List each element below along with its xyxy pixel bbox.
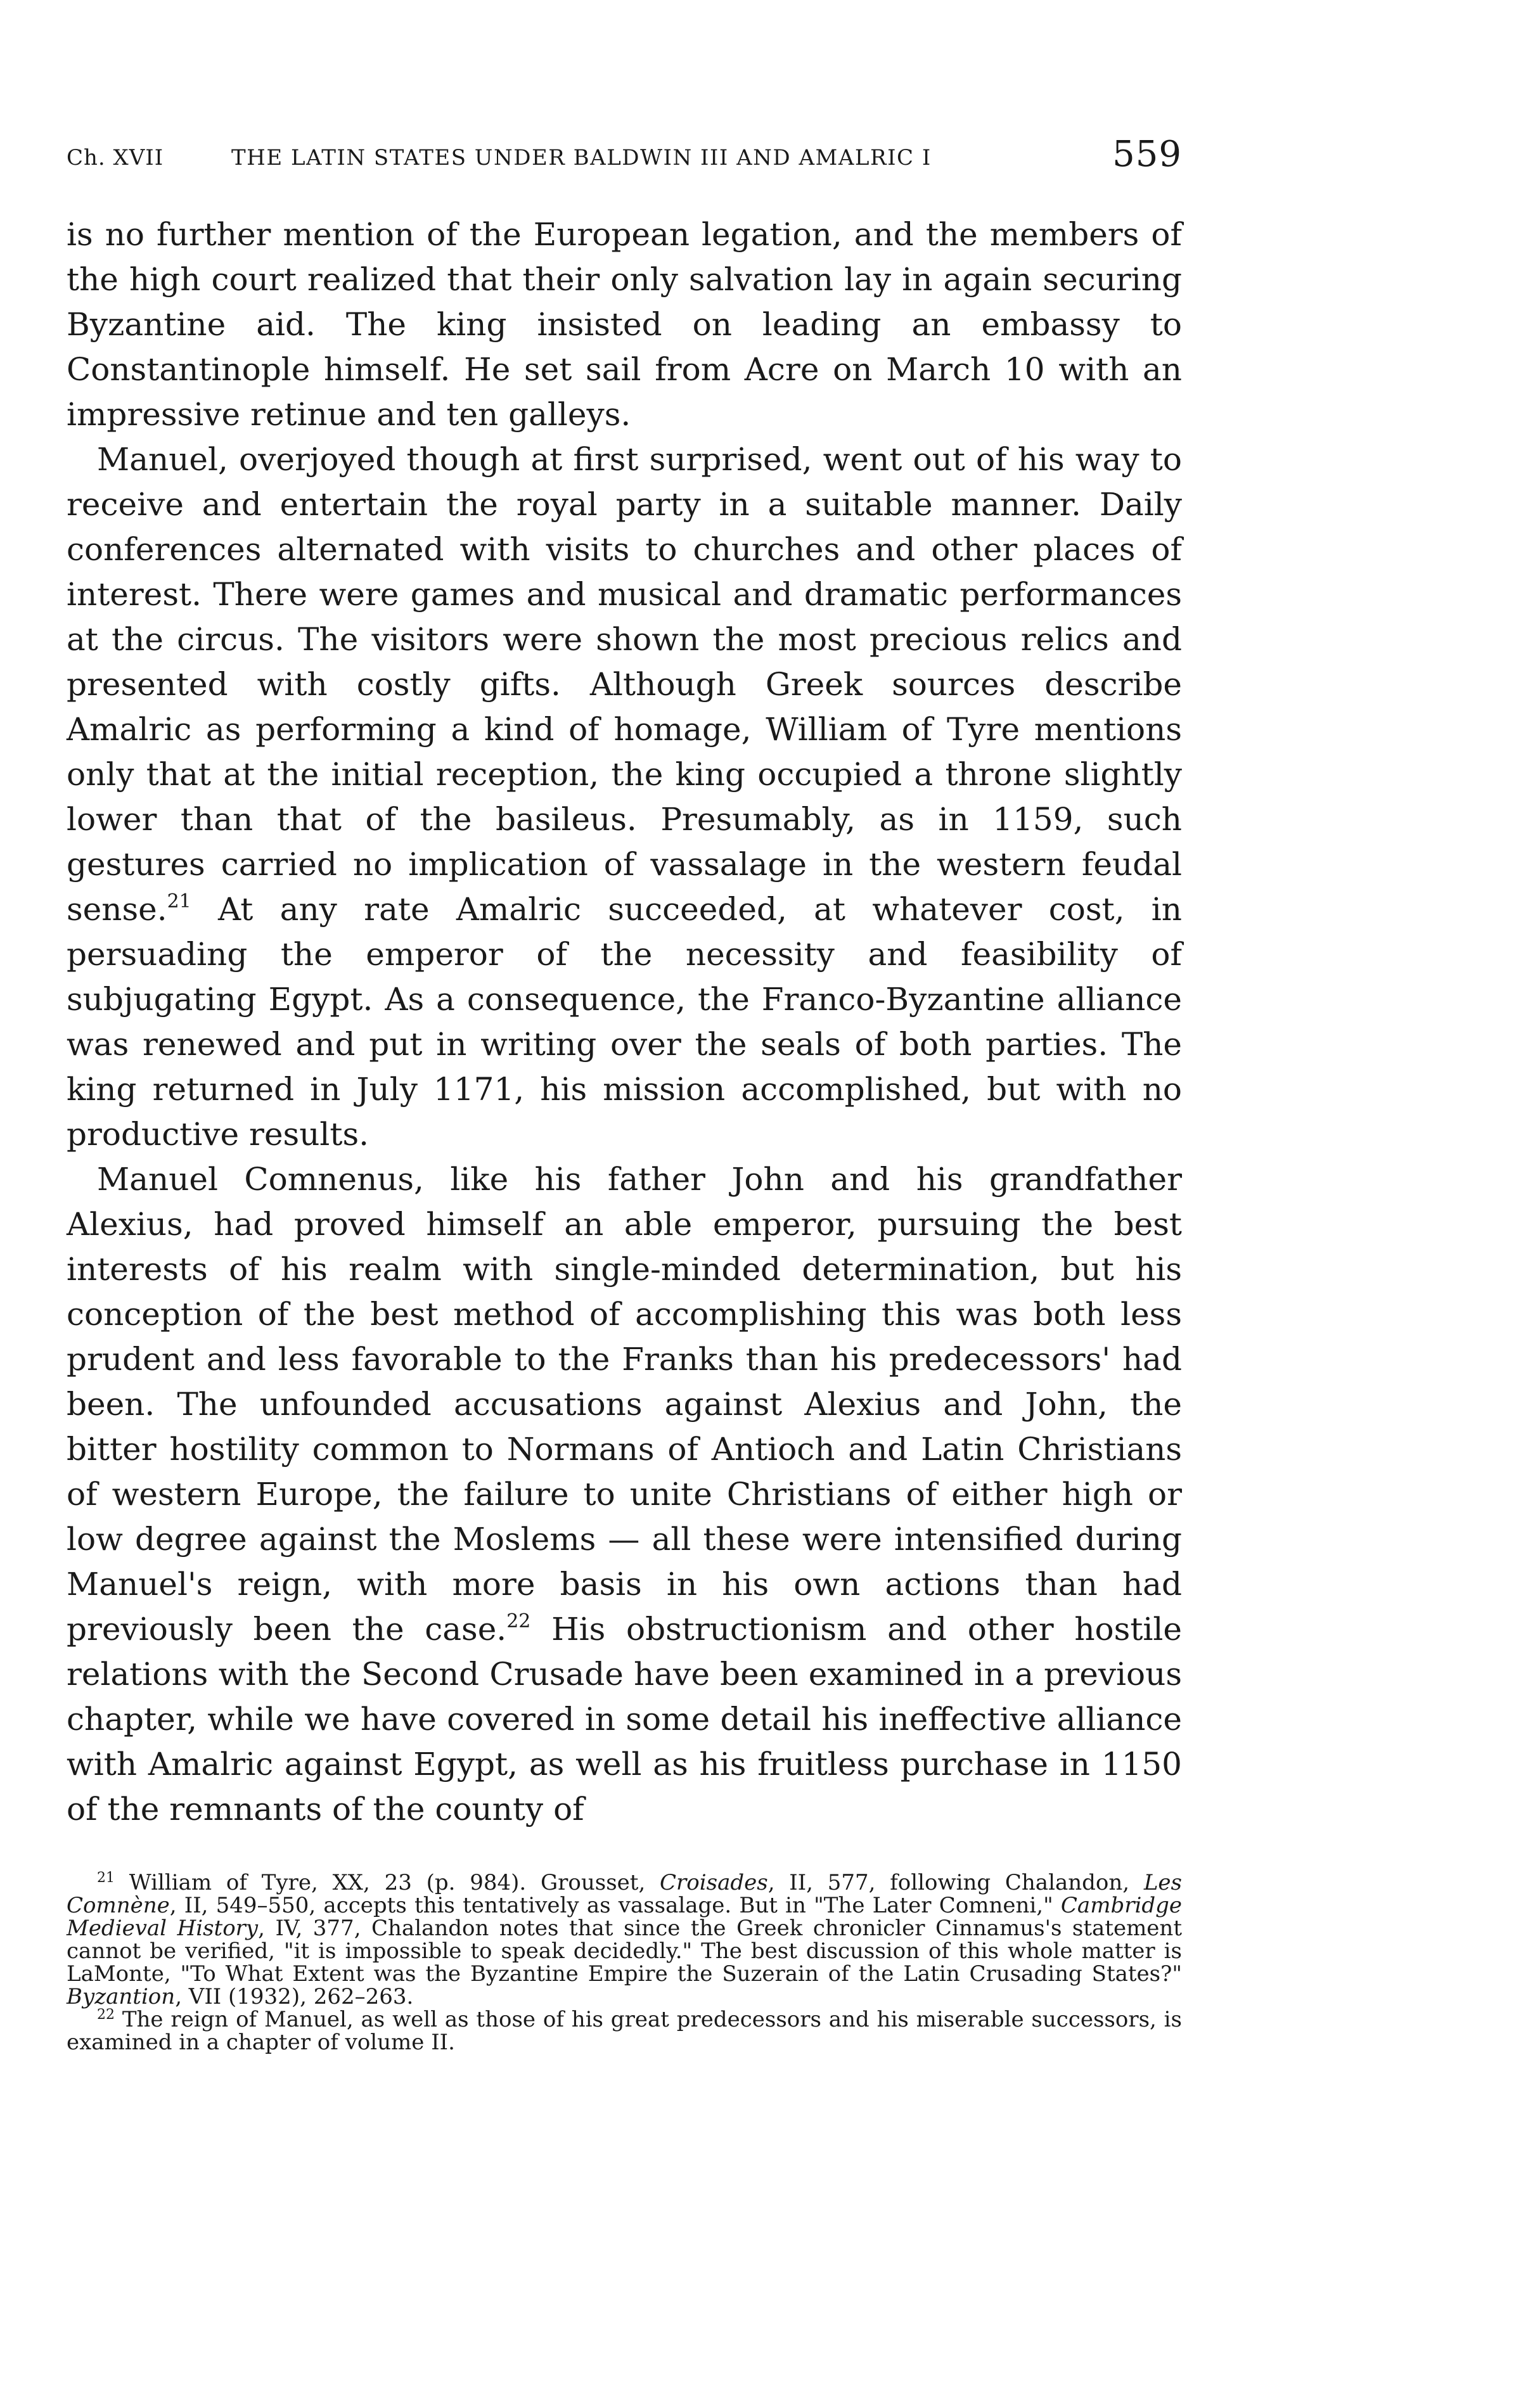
footnote-21-text-4: , IV, 377, Chalandon notes that since the Greek chronicler Cinnamus's statement cannot be verified, "it is impossible to speak decidedly." The best discussion of this whole matter is LaMonte, "To What Extent was the Byzantine Empire the Suzerain of the Latin Crusading States?" xyxy=(67,1916,1182,1987)
footnote-21-italic-3: Cambridge Medieval History xyxy=(67,1893,1182,1941)
paragraph-1-text: is no further mention of the European legation, and the members of the high court realized that their only salvation lay in again securing Byzantine aid. The king insisted on leading an embassy to Constantinople himself. He set sail from Acre on March 10 with an impressive retinue and ten galleys. xyxy=(67,216,1182,433)
paragraph-1 xyxy=(67,212,1182,437)
footnotes xyxy=(67,1871,1182,2054)
paragraph-3 xyxy=(67,1157,1182,1832)
footnote-21-italic-1: Croisades xyxy=(660,1870,768,1895)
paragraph-2-text-b: At any rate Amalric succeeded, at whatever cost, in persuading the emperor of the necessity and feasibility of subjugating Egypt. As a consequence, the Franco-Byzantine alliance was renewed and put in writing over the seals of both parties. The king returned in July 1171, his mission accomplished, but with no productive results. xyxy=(67,891,1182,1153)
page-number: 559 xyxy=(1112,134,1182,175)
footnote-21 xyxy=(67,1871,1182,2008)
footnote-ref-22: 22 xyxy=(506,1610,531,1632)
footnote-21-text-3: , II, 549–550, accepts this tentatively as vassalage. But in "The Later Comneni," xyxy=(169,1893,1061,1918)
running-head xyxy=(67,130,1182,187)
footnote-21-number: 21 xyxy=(97,1870,115,1886)
footnote-21-text-2: , II, 577, following Chalandon, xyxy=(767,1870,1144,1895)
footnote-22-number: 22 xyxy=(97,2007,115,2023)
footnote-22 xyxy=(67,2008,1182,2054)
paragraph-2 xyxy=(67,437,1182,1157)
footnote-21-italic-2: Les Comnène xyxy=(67,1870,1182,1918)
footnote-21-italic-4: Byzantion xyxy=(67,1984,176,2009)
footnote-ref-21: 21 xyxy=(167,890,191,913)
paragraph-2-text-a: Manuel, overjoyed though at first surprised, went out of his way to receive and entertain the royal party in a suitable manner. Daily conferences alternated with visits to churches and other places of interest. There were games and musical and dramatic performances at the circus. The visitors were shown the most precious relics and presented with costly gifts. Although Greek sources describe Amalric as performing a kind of homage, William of Tyre mentions only that at the initial reception, the king occupied a throne slightly lower than that of the basileus. Presumably, as in 1159, such gestures carried no implication of vassalage in the western feudal sense. xyxy=(67,441,1182,928)
body-text xyxy=(67,212,1182,1832)
book-page xyxy=(67,130,1182,2054)
paragraph-3-text-a: Manuel Comnenus, like his father John and his grandfather Alexius, had proved himself an able emperor, pursuing the best interests of his realm with single-minded determination, but his conception of the best method of accomplishing this was both less prudent and less favorable to the Franks than his predecessors' had been. The unfounded accusations against Alexius and John, the bitter hostility common to Normans of Antioch and Latin Christians of western Europe, the failure to unite Christians of either high or low degree against the Moslems — all these were intensified during Manuel's reign, with more basis in his own actions than had previously been the case. xyxy=(67,1161,1182,1648)
footnote-21-text-1: William of Tyre, XX, 23 (p. 984). Grousset, xyxy=(129,1870,660,1895)
footnote-22-text: The reign of Manuel, as well as those of his great predecessors and his miserable successors, is examined in a chapter of volume II. xyxy=(67,2007,1182,2055)
paragraph-3-text-b: His obstructionism and other hostile relations with the Second Crusade have been examined in a previous chapter, while we have covered in some detail his ineffective alliance with Amalric against Egypt, as well as his fruitless purchase in 1150 of the remnants of the county of xyxy=(67,1611,1182,1828)
footnote-21-text-5: , VII (1932), 262–263. xyxy=(175,1984,414,2009)
chapter-label: Ch. XVII xyxy=(67,145,164,170)
chapter-title: THE LATIN STATES UNDER BALDWIN III AND AMALRIC I xyxy=(231,145,932,170)
